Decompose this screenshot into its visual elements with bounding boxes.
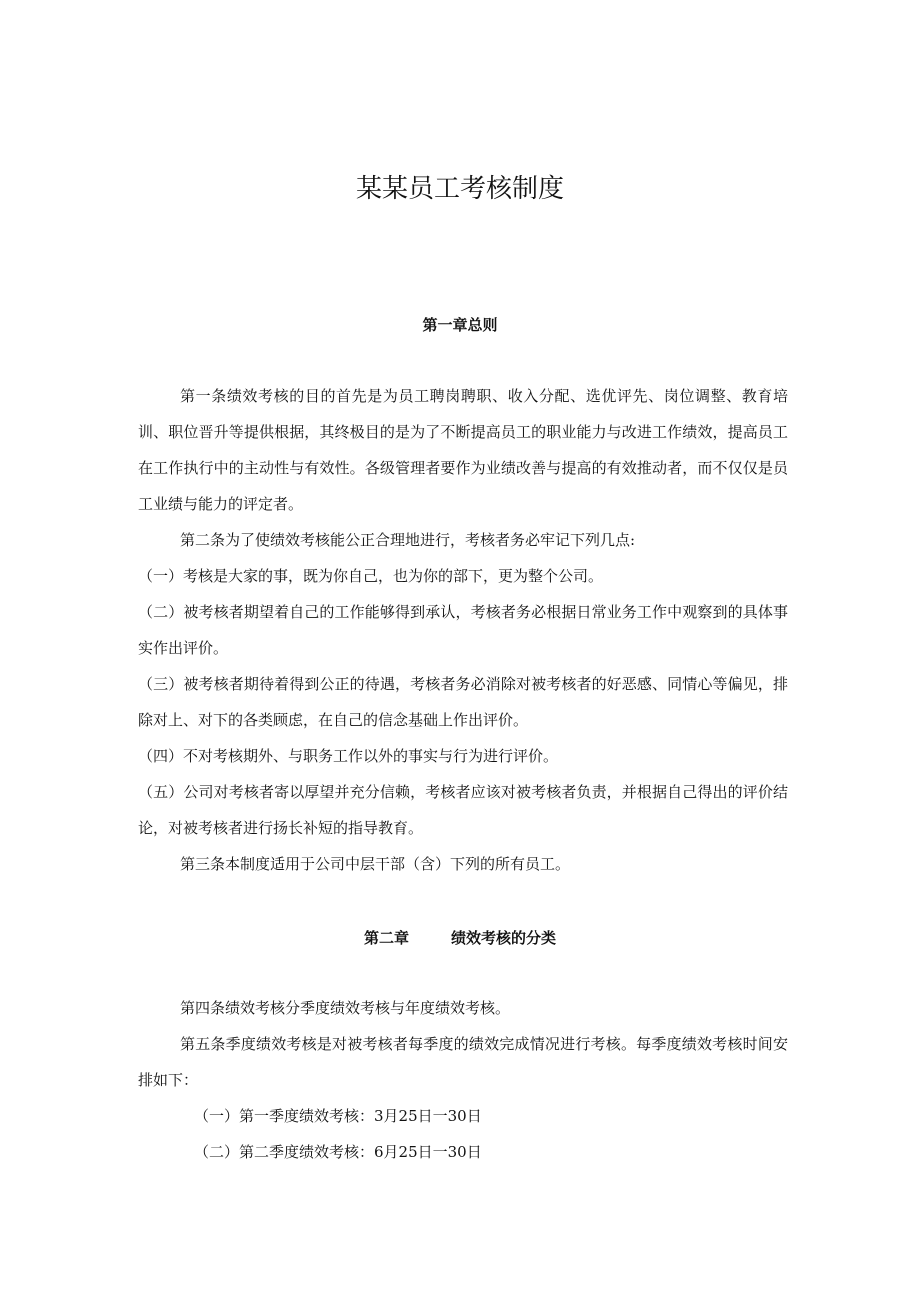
article-1: 第一条绩效考核的目的首先是为员工聘岗聘职、收入分配、选优评先、岗位调整、教育培训、职位晋升等提供根据，其终极目的是为了不断提高员工的职业能力与改进工作绩效，提高员工在工作执行中的主动性与有效性。各级管理者要作为业绩改善与提高的有效推动者，而不仅仅是员工业绩与能力的评定者。 bbox=[138, 387, 788, 513]
article-4: 第四条绩效考核分季度绩效考核与年度绩效考核。 bbox=[180, 999, 511, 1017]
article-2: 第二条为了使绩效考核能公正合理地进行，考核者务必牢记下列几点: bbox=[180, 531, 636, 549]
article-2-point-4: （四）不对考核期外、与职务工作以外的事实与行为进行评价。 bbox=[138, 747, 559, 765]
chapter-1-body bbox=[138, 378, 788, 882]
article-2-point-2: （二）被考核者期望着自己的工作能够得到承认，考核者务必根据日常业务工作中观察到的具体事实作出评价。 bbox=[138, 603, 788, 657]
article-5: 第五条季度绩效考核是对被考核者每季度的绩效完成情况进行考核。每季度绩效考核时间安排如下： bbox=[138, 1035, 788, 1089]
chapter-2-title: 绩效考核的分类 bbox=[451, 929, 557, 947]
chapter-2-body bbox=[138, 990, 788, 1170]
document-title: 某某员工考核制度 bbox=[355, 174, 564, 204]
article-2-point-3: （三）被考核者期待着得到公正的待遇，考核者务必消除对被考核者的好恶感、同情心等偏见，排除对上、对下的各类顾虑，在自己的信念基础上作出评价。 bbox=[138, 675, 788, 729]
article-3: 第三条本制度适用于公司中层干部（含）下列的所有员工。 bbox=[180, 855, 571, 873]
schedule-item-2: （二）第二季度绩效考核：6月25日一30日 bbox=[194, 1143, 482, 1161]
article-2-point-5: （五）公司对考核者寄以厚望并充分信赖，考核者应该对被考核者负责，并根据自己得出的评价结论，对被考核者进行扬长补短的指导教育。 bbox=[138, 783, 788, 837]
chapter-2-number: 第二章 bbox=[363, 929, 409, 947]
schedule-item-1: （一）第一季度绩效考核：3月25日一30日 bbox=[194, 1107, 482, 1125]
chapter-1-heading: 第一章总则 bbox=[422, 316, 498, 334]
article-2-point-1: （一）考核是大家的事，既为你自己，也为你的部下，更为整个公司。 bbox=[138, 567, 604, 585]
chapter-2-heading bbox=[0, 927, 920, 948]
